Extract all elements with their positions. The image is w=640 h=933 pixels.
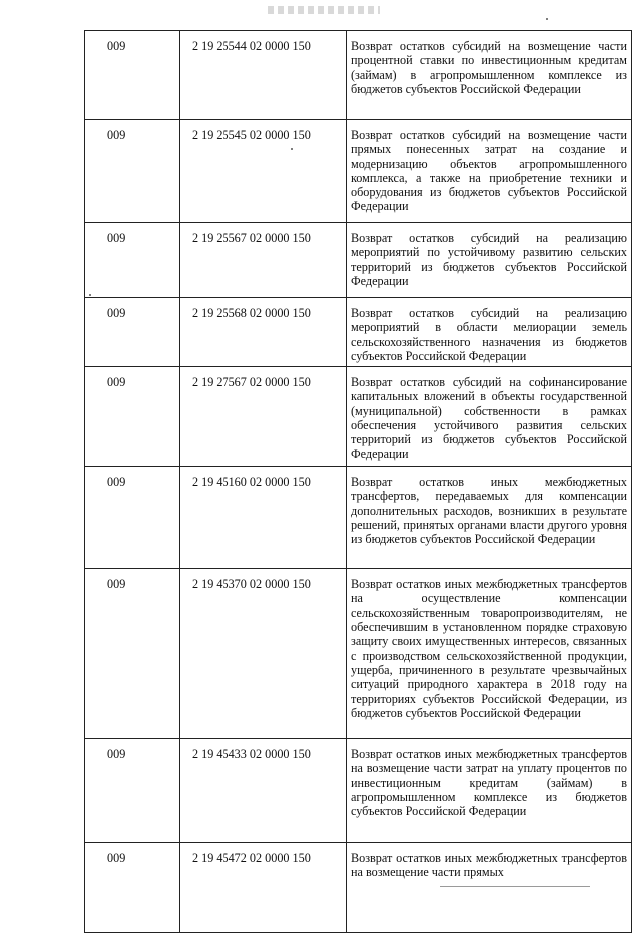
admin-code-cell: 009 [85,367,180,467]
admin-code-cell: 009 [85,843,180,933]
description-cell: Возврат остатков иных межбюджетных трансфертов на осуществление компенсации сельскохозяйственным товаропроизводителям, не обеспечившим в установленном порядке страховую защиту своих имущественных интересов, связанных с производством сельскохозяйственной продукции, ущерба, причиненного в результате чрезвычайных ситуаций природного характера в 2018 году на территориях субъектов Российской Федерации, из бюджетов субъектов Российской Федерации [347,569,632,739]
table-row [85,569,632,739]
revenue-code-cell: 2 19 45472 02 0000 150 [180,843,347,933]
scan-header-smudge [268,6,380,14]
table-row [85,223,632,298]
revenue-code-cell: 2 19 45160 02 0000 150 [180,467,347,569]
admin-code-cell: 009 [85,223,180,298]
description-cell: Возврат остатков иных межбюджетных трансфертов на возмещение части прямых [347,843,632,933]
table-row [85,120,632,223]
description-cell: Возврат остатков субсидий на реализацию мероприятий по устойчивому развитию сельских территорий из бюджетов субъектов Российской Федерации [347,223,632,298]
scan-speck [546,18,548,20]
table-row [85,467,632,569]
admin-code-cell: 009 [85,298,180,367]
description-cell: Возврат остатков субсидий на реализацию мероприятий в области мелиорации земель сельскохозяйственного назначения из бюджетов субъектов Российской Федерации [347,298,632,367]
revenue-code-cell: 2 19 25567 02 0000 150 [180,223,347,298]
admin-code-cell: 009 [85,467,180,569]
revenue-code-cell: 2 19 45370 02 0000 150 [180,569,347,739]
revenue-code-cell: 2 19 45433 02 0000 150 [180,739,347,843]
table-row [85,843,632,933]
revenue-code-cell: 2 19 25544 02 0000 150 [180,31,347,120]
scan-edge-line [440,886,590,887]
description-cell: Возврат остатков субсидий на возмещение части процентной ставки по инвестиционным кредитам (займам) в агропромышленном комплексе из бюджетов субъектов Российской Федерации [347,31,632,120]
table-row [85,298,632,367]
budget-codes-table [84,30,632,933]
admin-code-cell: 009 [85,31,180,120]
table-row [85,31,632,120]
revenue-code-cell: 2 19 27567 02 0000 150 [180,367,347,467]
description-cell: Возврат остатков иных межбюджетных трансфертов на возмещение части затрат на уплату процентов по инвестиционным кредитам (займам) в агропромышленном комплексе из бюджетов субъектов Российской Федерации [347,739,632,843]
admin-code-cell: 009 [85,569,180,739]
description-cell: Возврат остатков иных межбюджетных трансфертов, передаваемых для компенсации дополнительных расходов, возникших в результате решений, принятых органами власти другого уровня из бюджетов субъектов Российской Федерации [347,467,632,569]
description-cell: Возврат остатков субсидий на возмещение части прямых понесенных затрат на создание и модернизацию объектов агропромышленного комплекса, а также на приобретение техники и оборудования из бюджетов субъектов Российской Федерации [347,120,632,223]
revenue-code-cell: 2 19 25568 02 0000 150 [180,298,347,367]
admin-code-cell: 009 [85,120,180,223]
admin-code-cell: 009 [85,739,180,843]
table-row [85,739,632,843]
revenue-code-cell: 2 19 25545 02 0000 150 [180,120,347,223]
description-cell: Возврат остатков субсидий на софинансирование капитальных вложений в объекты государственной (муниципальной) собственности в рамках обеспечения устойчивого развития сельских территорий из бюджетов субъектов Российской Федерации [347,367,632,467]
table-row [85,367,632,467]
